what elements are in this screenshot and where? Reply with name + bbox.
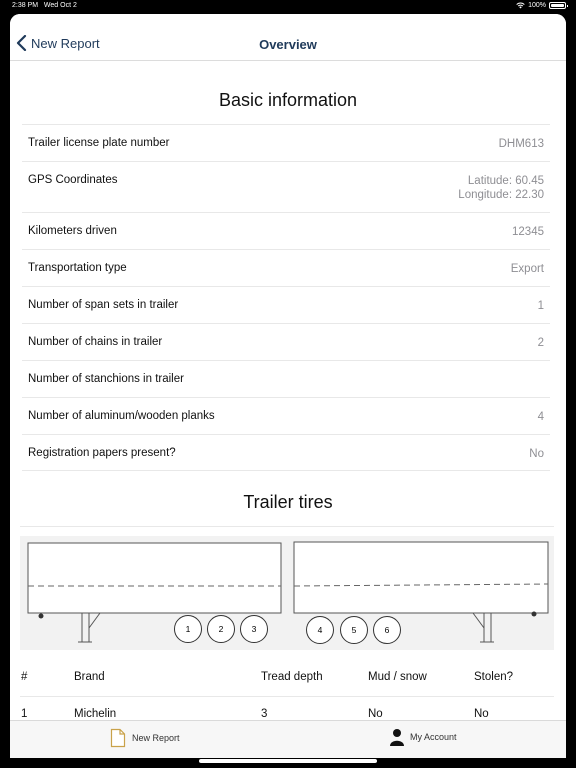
right-trailer-body [294, 542, 548, 613]
wheel-5[interactable] [341, 617, 368, 644]
info-row-span-sets [22, 287, 550, 324]
back-button-label: New Report [31, 35, 100, 51]
info-row-label: Transportation type [28, 262, 127, 274]
wifi-icon [516, 2, 525, 9]
wheel-label: 1 [185, 624, 191, 634]
wheel-1[interactable] [175, 616, 202, 643]
info-row-value: 2 [537, 337, 544, 349]
wheel-label: 3 [251, 624, 257, 634]
info-row-value: 4 [537, 411, 544, 423]
home-indicator[interactable] [199, 759, 377, 763]
trailer-tires-heading: Trailer tires [243, 492, 333, 512]
table-row[interactable] [20, 697, 554, 720]
cell-stolen: No [474, 708, 489, 720]
tab-label: My Account [410, 732, 457, 742]
info-row-label: GPS Coordinates [28, 174, 118, 186]
info-row-label: Number of span sets in trailer [28, 299, 179, 311]
trailer-diagram [20, 536, 554, 650]
info-row-transportation-type [22, 250, 550, 287]
wheel-3[interactable] [241, 616, 268, 643]
info-row-registration-papers [22, 435, 550, 471]
wheel-label: 2 [218, 624, 224, 634]
column-header-brand: Brand [74, 671, 105, 683]
cell-mud-snow: No [368, 708, 383, 720]
divider [20, 526, 554, 527]
cell-tread-depth: 3 [261, 708, 268, 720]
info-row-value [458, 174, 544, 202]
column-header-number: # [21, 671, 28, 683]
info-row-value: Export [510, 263, 544, 275]
table-header [20, 660, 554, 697]
battery-icon [549, 2, 566, 9]
basic-info-list [22, 124, 550, 471]
info-row-label: Number of aluminum/wooden planks [28, 410, 215, 422]
main-sheet [10, 14, 566, 758]
column-header-stolen: Stolen? [474, 671, 514, 683]
column-header-tread-depth: Tread depth [261, 671, 323, 683]
basic-info-heading: Basic information [218, 90, 358, 110]
info-row-label: Kilometers driven [28, 225, 117, 237]
wheel-4[interactable] [307, 617, 334, 644]
tab-new-report[interactable] [110, 728, 180, 748]
wheel-label: 5 [351, 625, 357, 635]
gps-longitude: Longitude: 22.30 [458, 189, 544, 201]
overview-content[interactable] [10, 62, 566, 720]
wheel-label: 6 [384, 625, 390, 635]
column-header-mud-snow: Mud / snow [368, 671, 427, 683]
info-row-value: 1 [537, 300, 544, 312]
tab-bar [10, 720, 566, 758]
tab-my-account[interactable] [390, 728, 457, 746]
tires-table [20, 660, 554, 720]
info-row-label: Number of chains in trailer [28, 336, 163, 348]
navigation-bar [10, 14, 566, 61]
left-trailer-light [39, 614, 44, 619]
cell-brand: Michelin [74, 708, 117, 720]
cell-number: 1 [21, 708, 28, 720]
status-date: Wed Oct 2 [43, 2, 77, 9]
info-row-value: 12345 [512, 226, 544, 238]
person-icon [390, 728, 404, 746]
info-row-label: Trailer license plate number [28, 137, 170, 149]
info-row-chains [22, 324, 550, 361]
tab-label: New Report [132, 733, 180, 743]
wheel-2[interactable] [208, 616, 235, 643]
right-trailer-light [532, 612, 537, 617]
status-bar [0, 0, 576, 13]
page-title: Overview [259, 37, 317, 52]
info-row-label: Number of stanchions in trailer [28, 373, 184, 385]
info-row-label: Registration papers present? [28, 447, 176, 459]
left-trailer-body [28, 543, 281, 613]
info-row-gps [22, 162, 550, 213]
document-icon [110, 728, 126, 748]
info-row-kilometers [22, 213, 550, 250]
info-row-planks [22, 398, 550, 435]
info-row-value: DHM613 [498, 138, 544, 150]
info-row-license-plate [22, 125, 550, 162]
wheel-6[interactable] [374, 617, 401, 644]
status-time: 2:38 PM Wed Oct 2 [12, 2, 77, 9]
gps-latitude: Latitude: 60.45 [467, 175, 544, 187]
info-row-stanchions [22, 361, 550, 398]
battery-percent: 100% [528, 2, 546, 9]
info-row-value: No [529, 448, 544, 460]
wheel-label: 4 [317, 625, 323, 635]
